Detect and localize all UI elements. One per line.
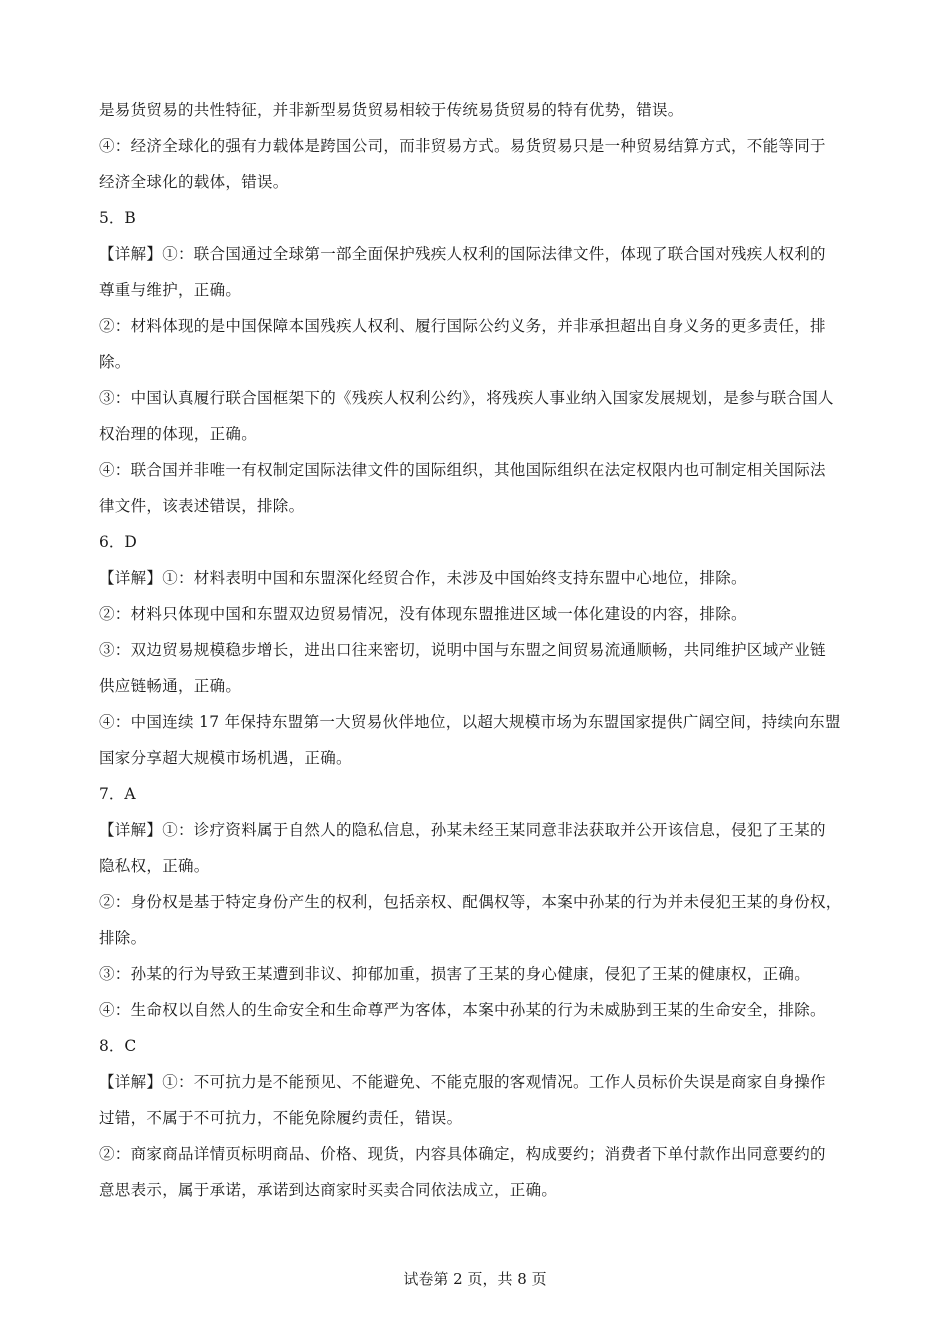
text-line: 尊重与维护，正确。 — [99, 281, 242, 299]
text-line: 过错，不属于不可抗力，不能免除履约责任，错误。 — [99, 1109, 463, 1127]
text-line: ③：中国认真履行联合国框架下的《残疾人权利公约》，将残疾人事业纳入国家发展规划，是参与联合国人 — [99, 389, 834, 407]
text-line: ③：双边贸易规模稳步增长，进出口往来密切，说明中国与东盟之间贸易流通顺畅，共同维护区域产业链 — [99, 641, 826, 659]
question-answer-label: 7．A — [99, 785, 136, 803]
text-line: ②：材料只体现中国和东盟双边贸易情况，没有体现东盟推进区域一体化建设的内容，排除。 — [99, 605, 747, 623]
text-line: ④：经济全球化的强有力载体是跨国公司，而非贸易方式。易货贸易只是一种贸易结算方式，不能等同于 — [99, 137, 826, 155]
text-line: ④：联合国并非唯一有权制定国际法律文件的国际组织，其他国际组织在法定权限内也可制定相关国际法 — [99, 461, 826, 479]
text-line: ③：孙某的行为导致王某遭到非议、抑郁加重，损害了王某的身心健康，侵犯了王某的健康权，正确。 — [99, 965, 811, 983]
question-answer-label: 5．B — [99, 209, 136, 227]
text-line: ②：身份权是基于特定身份产生的权利，包括亲权、配偶权等，本案中孙某的行为并未侵犯王某的身份权， — [99, 893, 842, 911]
text-line: 是易货贸易的共性特征，并非新型易货贸易相较于传统易货贸易的特有优势，错误。 — [99, 101, 684, 119]
question-answer-label: 8．C — [99, 1037, 137, 1055]
text-line: 除。 — [99, 353, 131, 371]
text-line: 【详解】①：材料表明中国和东盟深化经贸合作，未涉及中国始终支持东盟中心地位，排除。 — [99, 569, 747, 587]
text-line: 经济全球化的载体，错误。 — [99, 173, 289, 191]
text-line: 【详解】①：诊疗资料属于自然人的隐私信息，孙某未经王某同意非法获取并公开该信息，侵犯了王某的 — [99, 821, 826, 839]
text-line: 排除。 — [99, 929, 147, 947]
text-line: 供应链畅通，正确。 — [99, 677, 242, 695]
text-line: 国家分享超大规模市场机遇，正确。 — [99, 749, 352, 767]
text-line: 律文件，该表述错误，排除。 — [99, 497, 305, 515]
answer-explanation-body — [99, 92, 859, 1208]
text-line: ④：中国连续 17 年保持东盟第一大贸易伙伴地位，以超大规模市场为东盟国家提供广阔空间，持续向东盟 — [99, 713, 841, 731]
page-footer: 试卷第 2 页，共 8 页 — [403, 1270, 547, 1288]
text-line: ②：商家商品详情页标明商品、价格、现货，内容具体确定，构成要约；消费者下单付款作出同意要约的 — [99, 1145, 826, 1163]
text-line: 【详解】①：不可抗力是不能预见、不能避免、不能克服的客观情况。工作人员标价失误是商家自身操作 — [99, 1073, 826, 1091]
question-answer-label: 6．D — [99, 533, 137, 551]
text-line: 【详解】①：联合国通过全球第一部全面保护残疾人权利的国际法律文件，体现了联合国对残疾人权利的 — [99, 245, 826, 263]
text-line: ④：生命权以自然人的生命安全和生命尊严为客体，本案中孙某的行为未威胁到王某的生命安全，排除。 — [99, 1001, 826, 1019]
text-line: ②：材料体现的是中国保障本国残疾人权利、履行国际公约义务，并非承担超出自身义务的更多责任，排 — [99, 317, 826, 335]
text-line: 权治理的体现，正确。 — [99, 425, 258, 443]
text-line: 隐私权，正确。 — [99, 857, 210, 875]
text-line: 意思表示，属于承诺，承诺到达商家时买卖合同依法成立，正确。 — [99, 1181, 558, 1199]
